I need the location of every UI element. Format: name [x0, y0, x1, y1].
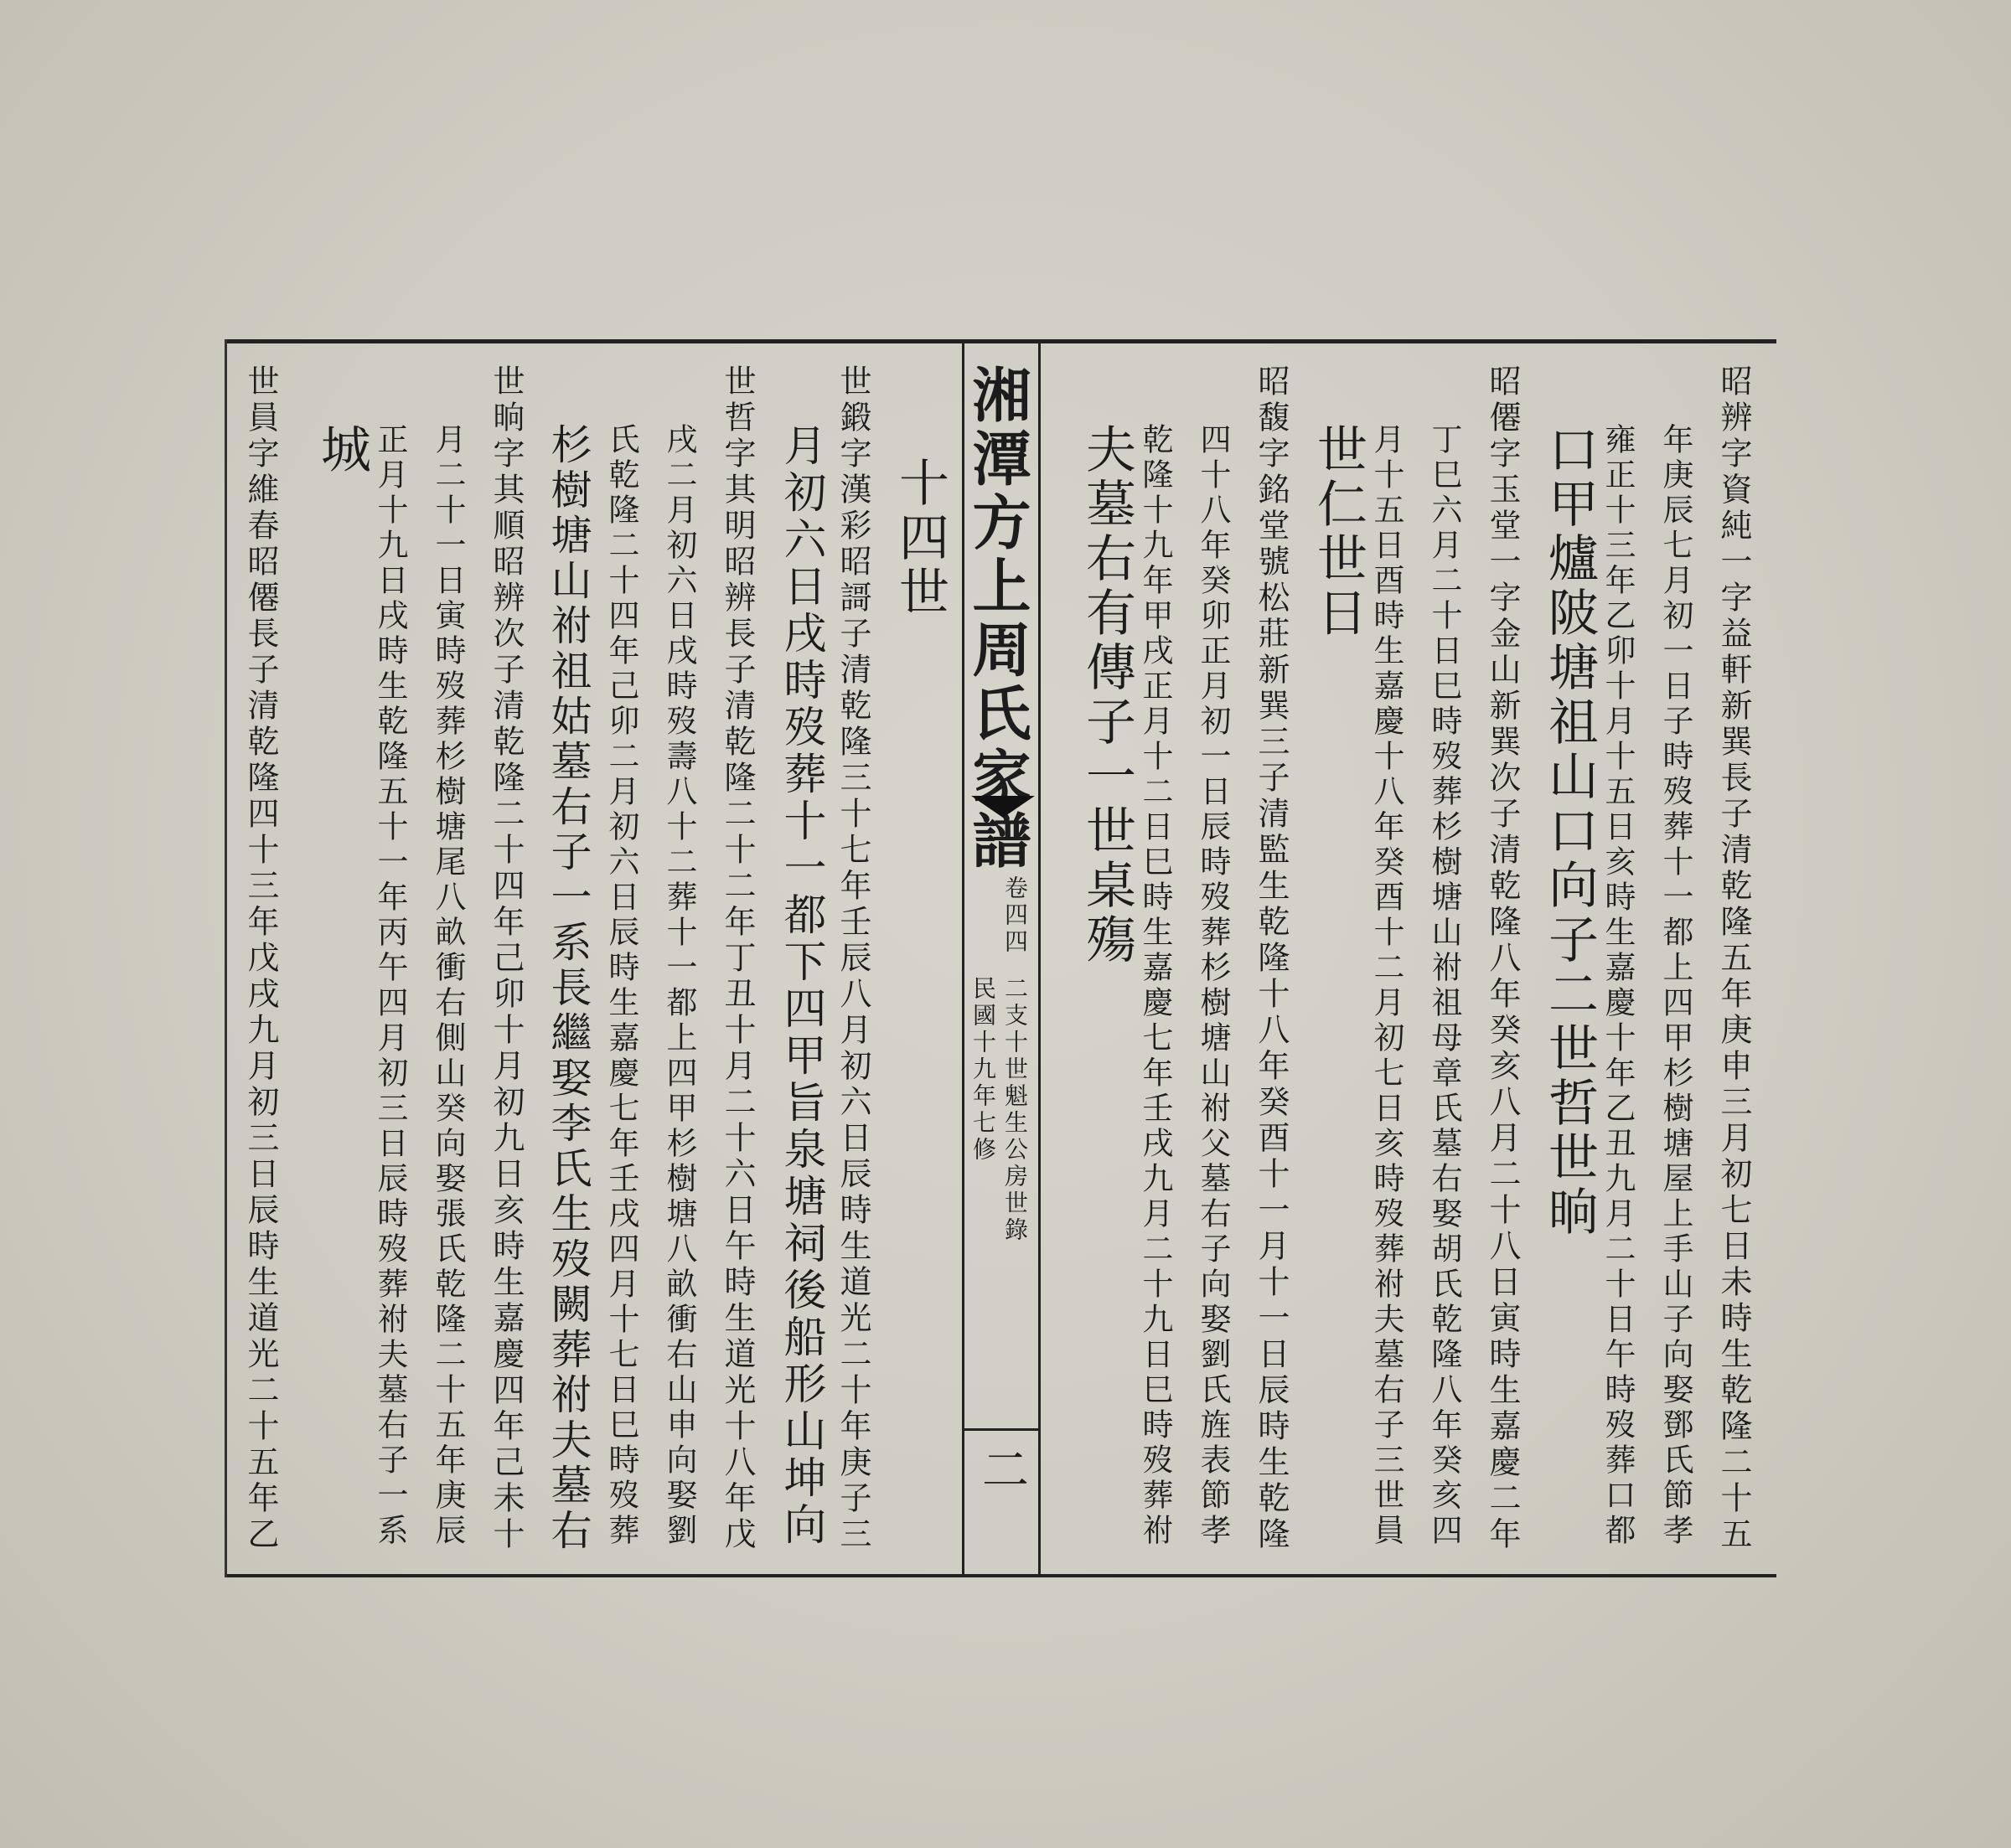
page-number: 二: [974, 1445, 1029, 1492]
generation-heading: 十四世: [891, 457, 949, 620]
text-column: 正月十九日戌時生乾隆五十一年丙午四月初三日辰時歿葬祔夫墓右子一系: [372, 423, 408, 1549]
edition-label: 民國十九年七修: [969, 976, 997, 1164]
fishtail-mark-icon: [971, 796, 1035, 818]
text-column: 世仁世日: [1309, 423, 1367, 641]
left-border: [225, 339, 227, 1577]
text-column: 昭僊字玉堂一字金山新巽次子清乾隆八年癸亥八月二十八日寅時生嘉慶二年: [1484, 364, 1521, 1553]
text-column: 丁巳六月二十日巳時歿葬杉樹塘山祔祖母章氏墓右娶胡氏乾隆八年癸亥四: [1426, 423, 1462, 1549]
text-column: 世員字維春昭僊長子清乾隆四十三年戊戌九月初三日辰時生道光二十五年乙: [242, 364, 279, 1553]
volume-label: 卷四四: [1001, 875, 1029, 956]
text-column: 夫墓右有傳子一世桌殤: [1078, 423, 1136, 968]
text-column: 昭馥字銘堂號松莊新巽三子清監生乾隆十八年癸酉十一月十一日辰時生乾隆: [1253, 364, 1290, 1553]
section-label: 二支十世魁生公房世錄: [1001, 976, 1029, 1244]
text-column: 戌二月初六日戌時歿壽八十二葬十一都上四甲杉樹塘八畝衝右山申向娶劉: [661, 423, 697, 1549]
text-column: 雍正十三年乙卯十月十五日亥時生嘉慶十年乙丑九月二十日午時歿葬口都: [1600, 423, 1636, 1549]
text-column: 城: [313, 423, 371, 477]
text-column: 四十八年癸卯正月初一日辰時歿葬杉樹塘山祔父墓右子向娶劉氏旌表節孝: [1195, 423, 1231, 1549]
text-column: 杉樹塘山祔祖姑墓右子一系長繼娶李氏生歿闕葬祔夫墓右: [545, 423, 592, 1554]
text-column: 月初六日戌時歿葬十一都下四甲旨泉塘祠後船形山坤向: [776, 423, 825, 1549]
text-column: 年庚辰七月初一日子時歿葬十一都上四甲杉樹塘屋上手山子向娶鄧氏節孝: [1657, 423, 1693, 1549]
text-column: 月二十一日寅時歿葬杉樹塘尾八畝衝右側山癸向娶張氏乾隆二十五年庚辰: [430, 423, 466, 1549]
text-column: 世哲字其明昭辨長子清乾隆二十二年丁丑十月二十六日午時生道光十八年戊: [719, 364, 756, 1553]
text-column: 口甲爐陂塘祖山口向子二世哲世晌: [1540, 423, 1599, 1240]
center-spine: [962, 339, 1041, 1577]
text-column: 世鍛字漢彩昭謌子清乾隆三十七年壬辰八月初六日辰時生道光二十年庚子三: [835, 364, 871, 1553]
text-column: 乾隆十九年甲戌正月十二日巳時生嘉慶七年壬戌九月二十九日巳時歿葬祔: [1137, 423, 1173, 1549]
text-column: 氏乾隆二十四年己卯二月初六日辰時生嘉慶七年壬戌四月十七日巳時歿葬: [603, 423, 639, 1549]
book-title: 湘潭方上周氏家譜: [963, 364, 1032, 874]
text-column: 世晌字其順昭辨次子清乾隆二十四年己卯十月初九日亥時生嘉慶四年己未十: [488, 364, 525, 1553]
text-column: 月十五日酉時生嘉慶十八年癸酉十二月初七日亥時歿葬祔夫墓右子三世員: [1368, 423, 1404, 1549]
text-column: 昭辨字資純一字益軒新巽長子清乾隆五年庚申三月初七日未時生乾隆二十五: [1715, 364, 1752, 1553]
page-frame: [225, 339, 1776, 1577]
spine-divider: [964, 1428, 1038, 1431]
